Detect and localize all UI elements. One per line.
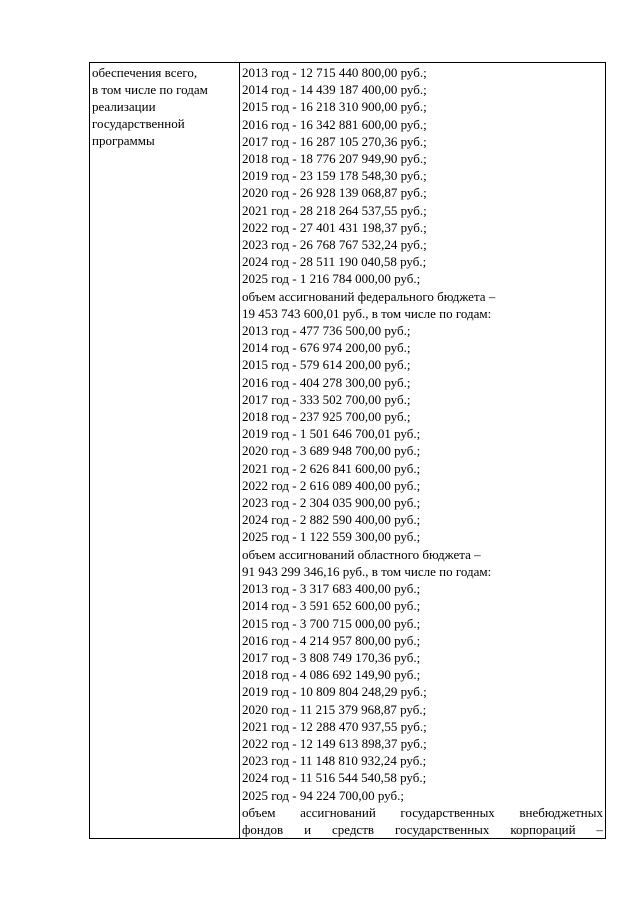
federal-year-line: 2019 год - 1 501 646 700,01 руб.; xyxy=(242,426,421,442)
regional-year-line: 2023 год - 11 148 810 932,24 руб.; xyxy=(242,753,427,769)
federal-year-line: 2024 год - 2 882 590 400,00 руб.; xyxy=(242,512,421,528)
extrabudget-line-1: объем ассигнований государственных внебюджетных xyxy=(242,804,603,820)
federal-year-line: 2016 год - 404 278 300,00 руб.; xyxy=(242,374,411,390)
regional-year-line: 2019 год - 10 809 804 248,29 руб.; xyxy=(242,684,427,700)
total-by-year-list xyxy=(242,64,603,288)
total-year-line: 2020 год - 26 928 139 068,87 руб.; xyxy=(242,185,427,201)
federal-year-line: 2015 год - 579 614 200,00 руб.; xyxy=(242,357,411,373)
total-year-line: 2015 год - 16 218 310 900,00 руб.; xyxy=(242,99,427,115)
right-cell xyxy=(240,63,605,838)
total-year-line: 2013 год - 12 715 440 800,00 руб.; xyxy=(242,65,427,80)
regional-year-line: 2025 год - 94 224 700,00 руб.; xyxy=(242,787,404,803)
total-year-line: 2016 год - 16 342 881 600,00 руб.; xyxy=(242,116,427,132)
total-year-line: 2019 год - 23 159 178 548,30 руб.; xyxy=(242,168,427,184)
total-year-line: 2018 год - 18 776 207 949,90 руб.; xyxy=(242,151,427,167)
total-year-line: 2017 год - 16 287 105 270,36 руб.; xyxy=(242,133,427,149)
regional-year-line: 2024 год - 11 516 544 540,58 руб.; xyxy=(242,770,427,786)
total-year-line: 2023 год - 26 768 767 532,24 руб.; xyxy=(242,237,427,253)
left-cell xyxy=(90,63,240,838)
extrabudget-line-2: фондов и средств государственных корпораций – xyxy=(242,821,603,837)
regional-year-line: 2016 год - 4 214 957 800,00 руб.; xyxy=(242,632,421,648)
regional-year-line: 2018 год - 4 086 692 149,90 руб.; xyxy=(242,667,421,683)
federal-year-line: 2020 год - 3 689 948 700,00 руб.; xyxy=(242,443,421,459)
funding-table xyxy=(89,62,606,839)
regional-year-line: 2013 год - 3 317 683 400,00 руб.; xyxy=(242,581,421,597)
regional-total: 91 943 299 346,16 руб., в том числе по годам: xyxy=(242,563,492,579)
regional-year-line: 2017 год - 3 808 749 170,36 руб.; xyxy=(242,649,421,665)
regional-year-line: 2021 год - 12 288 470 937,55 руб.; xyxy=(242,718,427,734)
federal-year-line: 2025 год - 1 122 559 300,00 руб.; xyxy=(242,529,421,545)
federal-year-line: 2018 год - 237 925 700,00 руб.; xyxy=(242,409,411,425)
federal-heading: объем ассигнований федерального бюджета – xyxy=(242,288,496,304)
left-line: обеспечения всего, xyxy=(92,65,198,80)
federal-year-line: 2014 год - 676 974 200,00 руб.; xyxy=(242,340,411,356)
federal-year-line: 2013 год - 477 736 500,00 руб.; xyxy=(242,323,411,339)
total-year-line: 2021 год - 28 218 264 537,55 руб.; xyxy=(242,202,427,218)
regional-year-line: 2015 год - 3 700 715 000,00 руб.; xyxy=(242,615,421,631)
regional-heading: объем ассигнований областного бюджета – xyxy=(242,546,481,562)
federal-year-line: 2021 год - 2 626 841 600,00 руб.; xyxy=(242,460,421,476)
total-year-line: 2022 год - 27 401 431 198,37 руб.; xyxy=(242,219,427,235)
federal-year-line: 2023 год - 2 304 035 900,00 руб.; xyxy=(242,495,421,511)
regional-year-line: 2022 год - 12 149 613 898,37 руб.; xyxy=(242,735,427,751)
federal-year-line: 2017 год - 333 502 700,00 руб.; xyxy=(242,391,411,407)
left-line: реализации xyxy=(92,99,156,114)
federal-year-line: 2022 год - 2 616 089 400,00 руб.; xyxy=(242,477,421,493)
total-year-line: 2014 год - 14 439 187 400,00 руб.; xyxy=(242,82,427,98)
left-line: программы xyxy=(92,133,155,148)
total-year-line: 2025 год - 1 216 784 000,00 руб.; xyxy=(242,271,421,287)
federal-total: 19 453 743 600,01 руб., в том числе по годам: xyxy=(242,305,492,321)
regional-year-line: 2020 год - 11 215 379 968,87 руб.; xyxy=(242,701,427,717)
regional-by-year-list xyxy=(242,580,603,804)
left-line: в том числе по годам xyxy=(92,82,208,97)
federal-by-year-list xyxy=(242,322,603,546)
total-year-line: 2024 год - 28 511 190 040,58 руб.; xyxy=(242,254,427,270)
left-line: государственной xyxy=(92,116,185,131)
regional-year-line: 2014 год - 3 591 652 600,00 руб.; xyxy=(242,598,421,614)
